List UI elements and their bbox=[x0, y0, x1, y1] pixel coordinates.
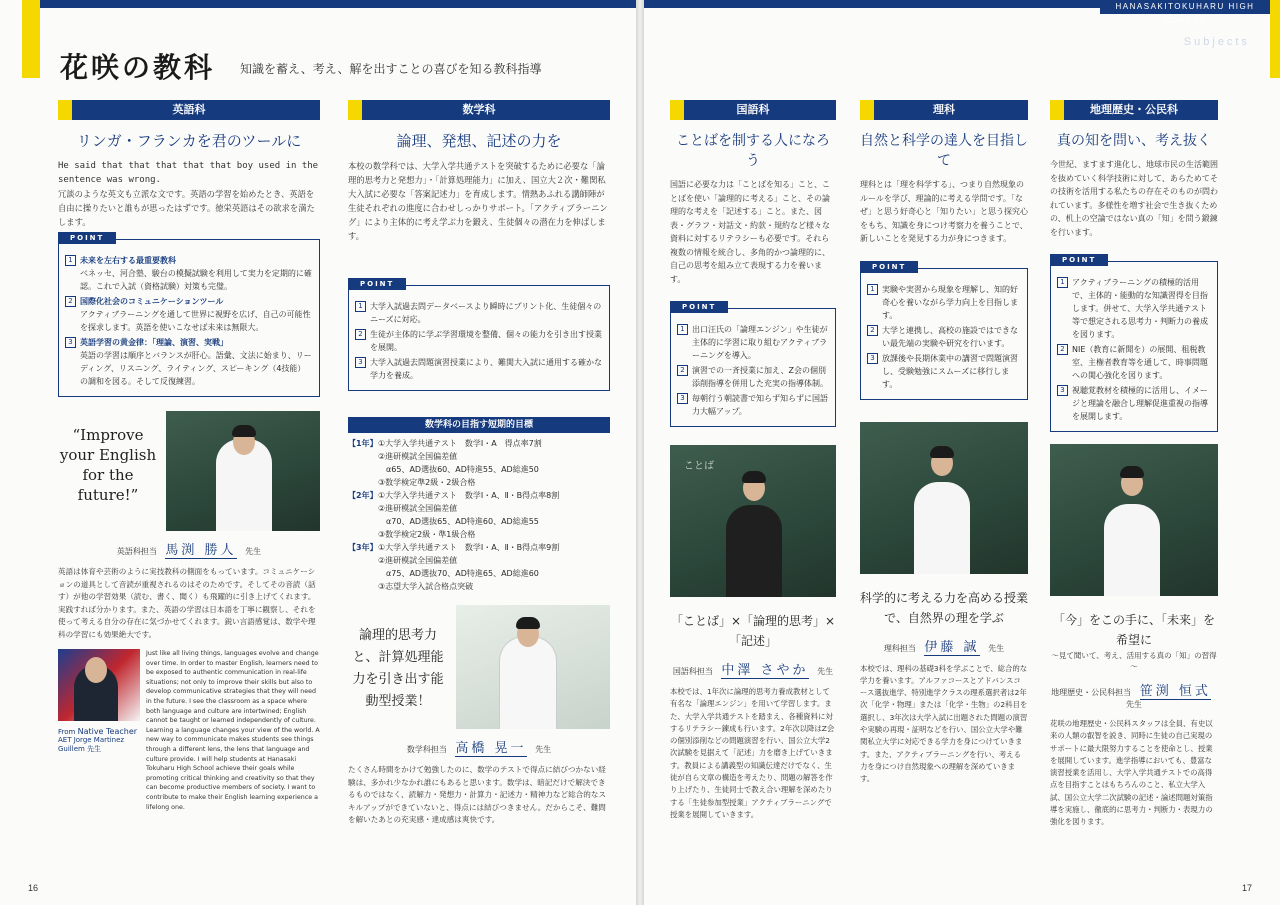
point-text: 大学入試過去問題演習授業により、難関大入試に通用する確かな学力を養成。 bbox=[370, 358, 602, 380]
point-number: 3 bbox=[1057, 385, 1068, 396]
point-text: 視聴覚教材を積極的に活用し、イメージと理論を融合し理解促進重視の指導を展開します。 bbox=[1072, 386, 1208, 421]
science-point-1 bbox=[867, 283, 1021, 322]
point-number: 2 bbox=[355, 329, 366, 340]
point-title: 未来を左右する最重要教科 bbox=[80, 256, 176, 265]
science-point-3 bbox=[867, 352, 1021, 391]
math-bottom-text: たくさん時間をかけて勉強したのに、数学のテストで得点に結びつかない経験は、多かれ少なかれ誰にもあると思います。数学は、暗記だけで解決できるものではなく、読解力・発想力・計算力・記述力・精神力など総合的なスキルアップができていないと、得点には結びつきません。だからこそ、難問を解いたあとの充実感・達成感は爽快です。 bbox=[348, 765, 607, 824]
goal-line: α70、AD選抜65、AD特進60、AD総進55 bbox=[378, 517, 539, 526]
japanese-tagline: ことばを制する人になろう bbox=[676, 133, 830, 169]
english-quote: “Improve your English for the future!” bbox=[59, 426, 157, 504]
teacher-suffix: 先生 bbox=[817, 667, 834, 676]
teacher-role: 数学科担当 bbox=[406, 745, 447, 754]
math-goal-grade-3 bbox=[348, 541, 610, 593]
teacher-suffix: 先生 bbox=[535, 745, 552, 754]
social-body: 今世紀、ますます進化し、地球市民の生活範囲を抜めていく科学技術に対して、あらためてその技術を活用する私たちの存在そのものが問われています。多様性を増す社会で生き抜くための、机上の空論ではない真の「知」を問う鍛錬を行います。 bbox=[1050, 160, 1218, 237]
japanese-heading: 国語科 bbox=[670, 100, 836, 120]
goal-line: α75、AD選抜70、AD特進65、AD総進60 bbox=[378, 569, 539, 578]
english-teacher-credit bbox=[58, 539, 320, 558]
japanese-point-1 bbox=[677, 323, 829, 362]
social-caption: 「今」をこの手に、「未来」を希望に bbox=[1052, 613, 1215, 647]
teacher-head bbox=[85, 657, 107, 683]
social-teacher-photo bbox=[1050, 444, 1218, 596]
math-point-1 bbox=[355, 300, 603, 326]
social-tagline: 真の知を問い、考え抜く bbox=[1057, 133, 1211, 149]
point-number: 1 bbox=[677, 324, 688, 335]
point-number: 2 bbox=[65, 296, 76, 307]
point-text: 大学入試過去問データベースより瞬時にプリント化、生徒個々のニーズに対応。 bbox=[370, 302, 602, 324]
math-column bbox=[348, 100, 610, 827]
english-teacher-photo bbox=[166, 411, 320, 531]
point-text: 英語の学習は順序とバランスが肝心。語彙、文法に始まり、リーディング、リスニング、ライティング、スピーキング（4技能）の調和を図る。そして反復練習。 bbox=[80, 351, 312, 386]
english-column bbox=[58, 100, 320, 812]
point-text: 大学と連携し、高校の施設ではできない最先端の実験や研究を行います。 bbox=[882, 325, 1018, 348]
teacher-suffix: 先生 bbox=[988, 643, 1005, 653]
point-text: アクティブラーニングの積極的活用で、主体的・能動的な知識習得を目指します。併せて、大学入学共通テスト等で想定される思考力・判断力の養成を図ります。 bbox=[1072, 278, 1208, 339]
point-number: 3 bbox=[677, 393, 688, 404]
social-column bbox=[1050, 100, 1218, 829]
science-point-box bbox=[860, 262, 1028, 400]
accent-yellow-bar bbox=[1270, 0, 1280, 78]
goal-line: ③志望大学入試合格点突破 bbox=[378, 582, 474, 591]
point-title: 英語学習の黄金律：「理論、演習、実戦」 bbox=[80, 338, 228, 347]
japanese-caption: 「ことば」×「論理的思考」×「記述」 bbox=[670, 614, 836, 648]
english-tagline: リンガ・フランカを君のツールに bbox=[76, 132, 302, 150]
point-text: アクティブラーニングを通して世界に視野を広げ、自己の可能性を探求します。英語を使いこなせば未来は無限大。 bbox=[80, 310, 311, 332]
point-label: POINT bbox=[670, 301, 728, 313]
japanese-point-box bbox=[670, 303, 836, 427]
japanese-teacher-credit bbox=[670, 659, 836, 678]
left-page bbox=[0, 0, 636, 905]
point-label: POINT bbox=[860, 261, 918, 273]
math-caption: 論理的思考力と、計算処理能力を引き出す能動型授業！ bbox=[352, 628, 444, 709]
goal-line: ①大学入学共通テスト 数学Ⅰ・A、Ⅱ・B得点率8割 bbox=[378, 491, 560, 500]
page-gutter bbox=[636, 0, 644, 905]
science-teacher-credit bbox=[860, 636, 1028, 655]
science-caption: 科学的に考える力を高める授業で、自然界の理を学ぶ bbox=[860, 590, 1029, 625]
point-title: 国際化社会のコミュニケーションツール bbox=[80, 297, 224, 306]
point-text: 演習での一斉授業に加え、Z会の個別添削指導を併用した充実の指導体制。 bbox=[692, 366, 828, 388]
english-intro-ja: 冗談のような英文も立派な文です。英語の学習を始めたとき、英語を自由に操りたいと誰もが思ったはずです。徳栄英語はその欲求を満たします。 bbox=[58, 189, 315, 227]
social-point-3 bbox=[1057, 384, 1211, 423]
native-teacher-photo bbox=[58, 649, 140, 721]
native-from: From bbox=[58, 728, 76, 736]
goal-line: ②進研模試全国偏差値 bbox=[378, 556, 458, 565]
native-teacher-message: Just like all living things, languages evolve and change over time. In order to master English, learners need to be exposed to authentic communication in real-life situations; not only to improve their skills but also to develop communicative strategies that they will need in the future. I see the classroom as a space where both language and culture are intertwined; English cannot be taught or learned independently of culture. Learning a language changes your view of the world. A new way to communicate makes students see things through a different lens, the lens that language and culture provide. I will help students at Hanasaki Tokuharu High School achieve their goals while promoting critical thinking and creativity so that they can become productive members of society. I want to contribute to make their English learning experience a lifelong one. bbox=[146, 650, 320, 811]
native-label: Native Teacher bbox=[77, 727, 138, 736]
math-goals-heading: 数学科の目指す短期的目標 bbox=[348, 417, 610, 433]
goal-line: ②進研模試全国偏差値 bbox=[378, 452, 458, 461]
science-bottom-text: 本校では、理科の基礎3科を学ぶことで、総合的な学力を養います。アルファコースとアドバンスコース選抜進学、特別進学クラスの理系選択者は2年次「化学・物理」または「化学・生物」の2科目を選択し、3年次は大学入試に出題された問題の演習や実験の再現・証明などを行い、国公立大学や難関私立大学に対応できる学力を身につけていきます。また、アクティブラーニングを行い、考える力を身につけ自然現象への理解を深めていきます。 bbox=[860, 663, 1028, 784]
science-column bbox=[860, 100, 1028, 785]
japanese-point-2 bbox=[677, 364, 829, 390]
point-number: 1 bbox=[1057, 277, 1068, 288]
math-body: 本校の数学科では、大学入学共通テストを突破するために必要な「論理的思考力と発想力」・「計算処理能力」に加え、国立大２次・難関私大入試に必要な「答案記述力」を育成します。情熱あふれる講師陣が生徒それぞれの進度に合わせしっかりサポート。「アクティブラーニング」により主体的に考え学ぶ力を鍛え、生徒個々の潜在力を伸ばします。 bbox=[348, 161, 608, 241]
japanese-body: 国語に必要な力は「ことばを知る」こと、ことばを使い「論理的に考える」こと、その論理的な考えを「記述する」こと。また、図表・グラフ・対話文・約款・規約など様々な資料に対するリテラシーも必要です。それら複数の情報を統合し、多角的かつ論理的に、自己の思考を組み立て表現する力を養います。 bbox=[670, 180, 830, 284]
teacher-hair bbox=[232, 425, 256, 437]
english-intro-en: He said that that that that that boy used in the sentence was wrong. bbox=[58, 161, 319, 185]
teacher-role: 理科担当 bbox=[883, 643, 916, 653]
point-number: 2 bbox=[867, 325, 878, 336]
point-text: 生徒が主体的に学ぶ学習環境を整備、個々の能力を引き出す授業を展開。 bbox=[370, 330, 602, 352]
math-teacher-photo bbox=[456, 605, 610, 729]
teacher-name: 伊藤 誠 bbox=[924, 639, 980, 655]
math-point-2 bbox=[355, 328, 603, 354]
teacher-suffix: 先生 bbox=[1126, 700, 1142, 709]
point-number: 1 bbox=[355, 301, 366, 312]
english-heading: 英語科 bbox=[58, 100, 320, 120]
point-label: POINT bbox=[58, 232, 116, 244]
point-label: POINT bbox=[348, 278, 406, 290]
native-teacher-credit bbox=[58, 727, 140, 754]
teacher-hair bbox=[516, 617, 540, 629]
teacher-role: 英語科担当 bbox=[116, 547, 157, 556]
accent-yellow-bar bbox=[22, 0, 40, 78]
english-point-3 bbox=[65, 336, 313, 388]
teacher-figure bbox=[500, 637, 556, 729]
point-number: 3 bbox=[65, 337, 76, 348]
point-number: 1 bbox=[867, 284, 878, 295]
math-goal-grade-2 bbox=[348, 489, 610, 541]
japanese-bottom-text: 本校では、1年次に論理的思考力養成教材として有名な「論理エンジン」を用いて学習します。また、大学入学共通テストを踏まえ、各種資料に対するリテラシー錬成も行います。2年次以降はZ会の個別添削などの問題演習を行い、国公立大学2次試験を見据えて「記述」力を磨き上げていきます。教員による講義型の知識伝達だけでなく、生徒が自ら文章の構造を考えたり、問題の解答を作り上げたり、生徒同士で教え合い理解を深めたりする「生徒参加型授業」アクティブラーニングで授業を展開していきます。 bbox=[670, 687, 835, 819]
teacher-hair bbox=[1120, 466, 1144, 478]
point-text: NIE（教育に新聞を）の展開、租税教室、主権者教育等を通して、時事問題への関心強化を図ります。 bbox=[1072, 345, 1208, 380]
math-tagline: 論理、発想、記述の力を bbox=[396, 132, 562, 150]
native-name: AET Jorge Martinez Guillem bbox=[58, 736, 125, 753]
japanese-teacher-photo bbox=[670, 445, 836, 597]
teacher-name: 高橋 晃一 bbox=[455, 741, 527, 756]
teacher-name: 中澤 さやか bbox=[721, 663, 809, 678]
chalk-writing: ことば bbox=[684, 461, 714, 472]
math-point-3 bbox=[355, 356, 603, 382]
point-number: 1 bbox=[65, 255, 76, 266]
math-goal-grade-1 bbox=[348, 437, 610, 489]
point-text: 放課後や長期休業中の講習で問題演習し、受験勉強にスムーズに移行します。 bbox=[882, 353, 1018, 389]
social-point-2 bbox=[1057, 343, 1211, 382]
section-tag: Subjects bbox=[1183, 36, 1250, 48]
english-point-2 bbox=[65, 295, 313, 334]
teacher-figure bbox=[914, 482, 970, 574]
page-number-left: 16 bbox=[28, 883, 39, 893]
math-point-box bbox=[348, 280, 610, 391]
english-point-1 bbox=[65, 254, 313, 293]
point-number: 3 bbox=[355, 357, 366, 368]
teacher-name: 馬渕 勝人 bbox=[165, 543, 237, 558]
social-point-1 bbox=[1057, 276, 1211, 341]
science-tagline: 自然と科学の達人を目指して bbox=[860, 133, 1028, 169]
page-subtitle: 知識を蓄え、考え、解を出すことの喜びを知る教科指導 bbox=[240, 62, 542, 76]
math-teacher-row bbox=[348, 605, 610, 729]
native-teacher-block bbox=[58, 649, 320, 812]
social-heading: 地理歴史・公民科 bbox=[1050, 100, 1218, 120]
school-name-band: HANASAKITOKUHARU HIGH SCHOOL bbox=[1100, 0, 1270, 14]
social-point-box bbox=[1050, 256, 1218, 432]
point-number: 2 bbox=[677, 365, 688, 376]
math-teacher-credit bbox=[348, 737, 610, 756]
social-teacher-credit bbox=[1050, 680, 1218, 710]
goal-grade-label: 【1年】 bbox=[348, 439, 378, 448]
point-label: POINT bbox=[1050, 254, 1108, 266]
teacher-hair bbox=[930, 446, 954, 458]
goal-grade-label: 【3年】 bbox=[348, 543, 378, 552]
social-bottom-text: 花咲の地理歴史・公民科スタッフは全員、有史以来の人類の叡智を説き、同時に生徒の自己実現のサポートに最大限努力することを使命とし、授業を展開しています。進学指導においても、豊富な演習授業を活用し、大学入学共通テストでの高得点を目指すことはもちろんのこと、私立大学入試、国公立大学二次試験の記述・論述問題対策指導を実施し、徹底的に思考力・判断力・表現力の強化を図ります。 bbox=[1050, 719, 1213, 827]
point-text: 毎朝行う朝読書で知らず知らずに国語力大幅アップ。 bbox=[692, 394, 828, 416]
science-heading: 理科 bbox=[860, 100, 1028, 120]
point-text: ベネッセ、河合塾、駿台の模擬試験を利用して実力を定期的に確認。これで入試（資格試験）対策も完璧。 bbox=[80, 269, 312, 291]
goal-line: ②進研模試全国偏差値 bbox=[378, 504, 458, 513]
english-body: 英語は体育や芸術のように実技教科の側面をもっています。コミュニケーションの道具として音読が重視されるのはそのためです。そしてその音読（話す）が他の学習効果（読む、書く、聞く）も飛躍的に引き上げてくれます。実践すれば分かります。また、英語の学習は日本語を丁寧に観察し、それを使って考える自分の存在に気づかせてくれます。鋭い言語感覚は、数学や理科の学習にも効果絶大です。 bbox=[58, 567, 316, 639]
point-number: 3 bbox=[867, 353, 878, 364]
teacher-suffix: 先生 bbox=[245, 547, 262, 556]
page-number-right: 17 bbox=[1241, 883, 1252, 893]
social-caption-sub: ～見て聞いて、考え、活用する真の「知」の習得～ bbox=[1051, 651, 1217, 671]
top-blue-bar bbox=[40, 0, 636, 8]
right-page bbox=[644, 0, 1280, 905]
teacher-role: 国語科担当 bbox=[672, 667, 713, 676]
goal-line: ③数学検定2級・準1級合格 bbox=[378, 530, 476, 539]
science-point-2 bbox=[867, 324, 1021, 350]
english-teacher-row bbox=[58, 411, 320, 531]
math-goals bbox=[348, 437, 610, 593]
science-body: 理科とは「理を科学する」、つまり自然現象のルールを学び、理論的に考える学問です。「なぜ」と思う好奇心と「知りたい」と思う探究心をもち、知識を身につけ考察力を養うことで、新しいことを発見する力が身につきます。 bbox=[860, 180, 1028, 243]
teacher-role: 地理歴史・公民科担当 bbox=[1051, 688, 1132, 697]
native-suffix: 先生 bbox=[87, 745, 102, 753]
point-text: 出口汪氏の「論理エンジン」や生徒が主体的に学習に取り組むアクティブラーニングを導入。 bbox=[692, 325, 828, 360]
page-title: 花咲の教科 bbox=[60, 51, 216, 84]
goal-grade-label: 【2年】 bbox=[348, 491, 378, 500]
teacher-figure bbox=[726, 505, 782, 597]
science-teacher-photo bbox=[860, 422, 1028, 574]
point-text: 実験や実習から現象を理解し、知的好奇心を養いながら学力向上を目指します。 bbox=[882, 284, 1018, 320]
japanese-point-3 bbox=[677, 392, 829, 418]
goal-line: ①大学入学共通テスト 数学Ⅰ・A 得点率7割 bbox=[378, 439, 542, 448]
teacher-name: 笹渕 恒式 bbox=[1139, 684, 1211, 699]
goal-line: ③数学検定準2級・2級合格 bbox=[378, 478, 476, 487]
math-heading: 数学科 bbox=[348, 100, 610, 120]
japanese-column bbox=[670, 100, 836, 821]
point-number: 2 bbox=[1057, 344, 1068, 355]
goal-line: α65、AD選抜60、AD特進55、AD総進50 bbox=[378, 465, 539, 474]
teacher-hair bbox=[742, 471, 766, 483]
goal-line: ①大学入学共通テスト 数学Ⅰ・A、Ⅱ・B得点率9割 bbox=[378, 543, 560, 552]
english-point-box bbox=[58, 234, 320, 397]
teacher-figure bbox=[1104, 504, 1160, 596]
